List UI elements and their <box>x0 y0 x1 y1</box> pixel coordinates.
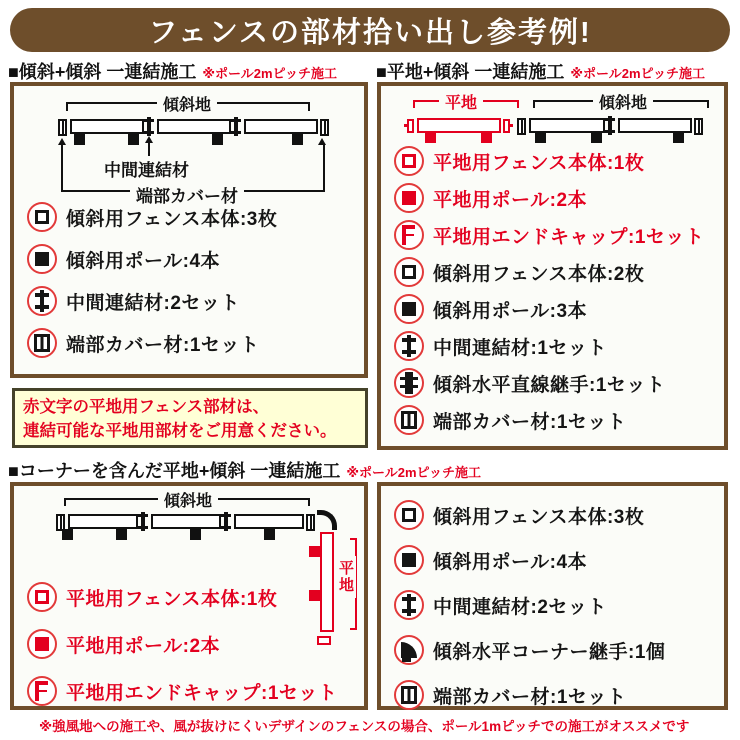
post-shape <box>425 132 436 143</box>
part-label: 中間連結材:2セット <box>66 292 240 314</box>
legend-circle <box>27 328 57 358</box>
part-label: 傾斜用フェンス本体:3枚 <box>66 208 278 230</box>
legend-circle <box>394 257 424 287</box>
legend-circle <box>394 294 424 324</box>
mid-connector-shape <box>224 512 228 531</box>
part-label: 端部カバー材:1セット <box>433 686 627 708</box>
part-label: 傾斜用フェンス本体:3枚 <box>433 506 645 528</box>
legend-circle <box>27 286 57 316</box>
part-label: 平地用ポール:2本 <box>66 635 221 657</box>
mid-connector-shape <box>141 512 145 531</box>
fence-panel-shape <box>234 514 304 529</box>
pole-icon <box>402 302 416 316</box>
part-label: 中間連結材:2セット <box>433 596 607 618</box>
post-shape <box>190 529 201 540</box>
end-cover-shape <box>58 119 67 136</box>
legend-circle <box>394 590 424 620</box>
post-shape <box>535 132 546 143</box>
pitch-note: ※ポール2mピッチ施工 <box>202 66 338 81</box>
part-list-item <box>27 286 277 316</box>
section-title: ■コーナーを含んだ平地+傾斜 一連結施工 <box>8 461 341 481</box>
slope-ground-label: 傾斜地 <box>158 488 218 511</box>
corner-joint-shape <box>317 510 337 530</box>
up-arrow <box>145 136 153 143</box>
legend-circle <box>27 202 57 232</box>
legend-circle <box>27 244 57 274</box>
section-heading-corner <box>8 457 481 483</box>
part-list-item <box>394 331 704 361</box>
part-list-item <box>27 676 337 706</box>
part-label: 傾斜用ポール:4本 <box>433 551 588 573</box>
parts-list <box>27 582 337 723</box>
legend-circle <box>27 582 57 612</box>
post-shape <box>481 132 492 143</box>
part-label: 平地用エンドキャップ:1セット <box>433 226 705 248</box>
straight-joint-icon <box>405 372 413 394</box>
legend-circle <box>394 331 424 361</box>
fence-panel-icon <box>402 154 416 168</box>
end-cover-shape <box>320 119 329 136</box>
section-heading-slope-slope <box>8 58 337 84</box>
part-list-item <box>394 635 665 665</box>
part-label: 傾斜水平直線継手:1セット <box>433 374 666 396</box>
title-banner <box>10 8 730 52</box>
fence-panel-shape <box>70 119 144 134</box>
part-list-item <box>27 244 277 274</box>
post-shape <box>264 529 275 540</box>
up-arrow <box>58 138 66 145</box>
end-cover-icon <box>34 334 50 352</box>
part-list-item <box>394 220 704 250</box>
parts-list <box>394 500 665 725</box>
fence-panel-shape <box>151 514 221 529</box>
fence-panel-shape <box>68 514 138 529</box>
end-cap-shape <box>503 119 510 133</box>
part-label: 端部カバー材:1セット <box>66 334 260 356</box>
end-cap-shape <box>407 119 414 133</box>
corner-joint-icon <box>401 642 417 658</box>
fence-panel-shape <box>157 119 231 134</box>
end-cap-icon <box>35 681 49 701</box>
pole-icon <box>402 553 416 567</box>
part-label: 平地用フェンス本体:1枚 <box>66 588 278 610</box>
section-title: ■平地+傾斜 一連結施工 <box>376 62 565 82</box>
part-list-item <box>394 294 704 324</box>
panel-corner-parts <box>377 482 728 710</box>
part-label: 平地用ポール:2本 <box>433 189 588 211</box>
end-cover-icon <box>401 686 417 704</box>
legend-circle <box>394 368 424 398</box>
post-shape <box>309 546 320 557</box>
mid-connector-shape <box>234 117 238 136</box>
part-label: 傾斜水平コーナー継手:1個 <box>433 641 666 663</box>
fence-panel-icon <box>35 210 49 224</box>
footer-note: ※強風地への施工や、風が抜けにくいデザインのフェンスの場合、ポール1mピッチでの施工がオススメです <box>39 719 690 734</box>
fence-panel-shape <box>244 119 318 134</box>
mid-connector-callout: 中間連結材 <box>98 156 195 181</box>
slope-ground-label: 傾斜地 <box>593 90 653 113</box>
note-box <box>12 388 368 448</box>
legend-circle <box>394 635 424 665</box>
mid-connector-icon <box>407 594 411 616</box>
mid-connector-icon <box>407 335 411 357</box>
up-arrow <box>318 138 326 145</box>
end-cover-shape <box>306 514 315 531</box>
part-list-item <box>394 368 704 398</box>
note-line: 赤文字の平地用フェンス部材は、 <box>23 398 270 416</box>
legend-circle <box>394 146 424 176</box>
panel-flat-slope <box>377 82 728 450</box>
fence-panel-shape <box>529 118 605 133</box>
part-list-item <box>394 545 665 575</box>
panel-corner-diagram <box>10 482 368 710</box>
panel-slope-slope <box>10 82 368 378</box>
part-label: 傾斜用フェンス本体:2枚 <box>433 263 645 285</box>
pitch-note: ※ポール2mピッチ施工 <box>346 465 482 480</box>
end-cover-callout: 端部カバー材 <box>130 182 244 207</box>
mid-connector-shape <box>147 117 151 136</box>
part-list-item <box>27 582 337 612</box>
post-shape <box>591 132 602 143</box>
part-list-item <box>394 183 704 213</box>
end-cover-shape <box>694 118 703 135</box>
note-line: 連結可能な平地用部材をご用意ください。 <box>23 421 337 440</box>
legend-circle <box>394 545 424 575</box>
part-label: 端部カバー材:1セット <box>433 411 627 433</box>
section-title: ■傾斜+傾斜 一連結施工 <box>8 62 197 82</box>
part-list-item <box>27 629 337 659</box>
legend-circle <box>27 629 57 659</box>
end-cap-icon <box>402 225 416 245</box>
fence-panel-shape <box>417 118 501 133</box>
legend-circle <box>394 405 424 435</box>
parts-list <box>27 202 277 370</box>
fence-panel-icon <box>402 508 416 522</box>
end-cover-shape <box>517 118 526 135</box>
part-list-item <box>394 257 704 287</box>
part-label: 中間連結材:1セット <box>433 337 607 359</box>
parts-list <box>394 146 704 442</box>
post-shape <box>62 529 73 540</box>
fence-panel-icon <box>402 265 416 279</box>
post-shape <box>116 529 127 540</box>
part-list-item <box>394 500 665 530</box>
pitch-note: ※ポール2mピッチ施工 <box>570 66 706 81</box>
part-label: 傾斜用ポール:3本 <box>433 300 588 322</box>
part-label: 傾斜用ポール:4本 <box>66 250 221 272</box>
part-list-item <box>394 680 665 710</box>
legend-circle <box>394 220 424 250</box>
legend-circle <box>27 676 57 706</box>
fence-panel-shape <box>618 118 692 133</box>
page-title: フェンスの部材拾い出し参考例! <box>148 16 592 49</box>
pole-icon <box>35 637 49 651</box>
mid-connector-shape <box>608 116 612 135</box>
part-label: 平地用フェンス本体:1枚 <box>433 152 645 174</box>
mid-connector-icon <box>40 290 44 312</box>
part-list-item <box>27 328 277 358</box>
legend-circle <box>394 500 424 530</box>
pole-icon <box>402 191 416 205</box>
section-heading-flat-slope <box>376 58 705 84</box>
part-list-item <box>394 590 665 620</box>
slope-ground-label: 傾斜地 <box>157 92 217 115</box>
post-shape <box>673 132 684 143</box>
part-label: 平地用エンドキャップ:1セット <box>66 682 338 704</box>
end-cover-icon <box>401 411 417 429</box>
legend-circle <box>394 680 424 710</box>
part-list-item <box>394 405 704 435</box>
legend-circle <box>394 183 424 213</box>
pole-icon <box>35 252 49 266</box>
flat-ground-label: 平地 <box>335 556 356 598</box>
part-list-item <box>394 146 704 176</box>
flat-ground-label: 平地 <box>439 90 483 113</box>
fence-panel-icon <box>35 590 49 604</box>
